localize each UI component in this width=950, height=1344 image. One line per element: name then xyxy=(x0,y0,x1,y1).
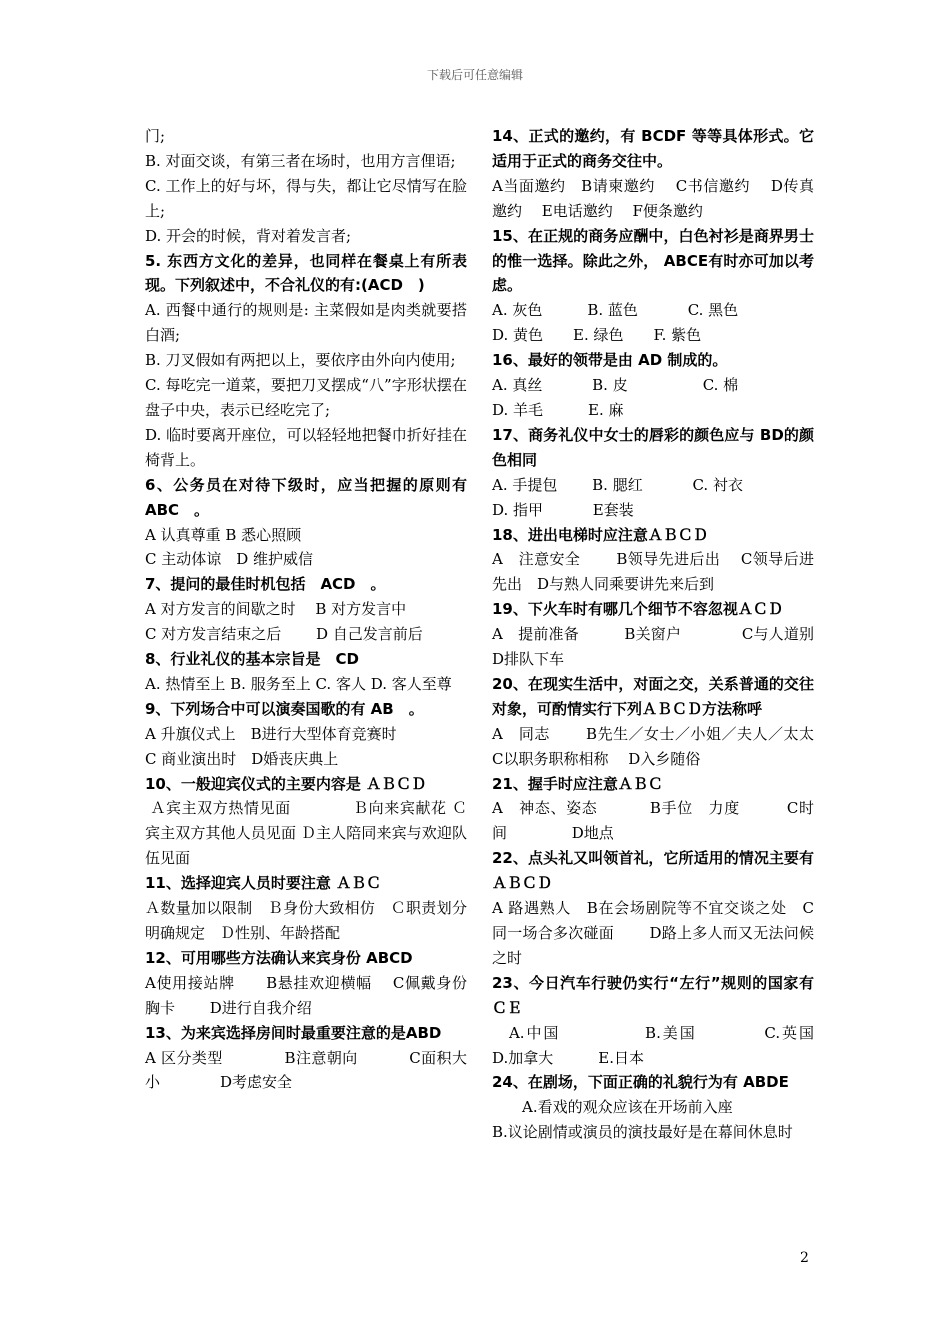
question-text: 18、进出电梯时应注意ＡＢＣＤ xyxy=(492,525,708,544)
option-text: D. 开会的时候，背对着发言者; xyxy=(145,226,352,245)
option-text: C. 每吃完一道菜，要把刀叉摆成“八”字形状摆在盘子中央，表示已经吃完了; xyxy=(145,376,467,419)
question-text: 10、一般迎宾仪式的主要内容是 ＡＢＣＤ xyxy=(145,774,427,793)
option-text: A 区分类型 B注意朝向 C面积大小 D考虑安全 xyxy=(145,1048,467,1092)
option-text: A 同志 B先生／女士／小姐／夫人／太太 C以职务职称相称 D入乡随俗 xyxy=(492,724,845,768)
question-text: 21、握手时应注意ＡＢＣ xyxy=(492,774,663,793)
option-text: A当面邀约 B请柬邀约 C书信邀约 D传真邀约 E电话邀约 F便条邀约 xyxy=(492,176,814,220)
question-text: 20、在现实生活中，对面之交，关系普通的交往对象，可酌情实行下列ＡＢＣＤ方法称呼 xyxy=(492,674,814,718)
option-text: A. 真丝 B. 皮 C. 棉 xyxy=(492,376,739,395)
left-column xyxy=(145,124,467,1095)
question-text: 9、下列场合中可以演奏国歌的有 AB 。 xyxy=(145,699,424,718)
page-header: 下载后可任意编辑 xyxy=(426,68,523,82)
option-text: A 升旗仪式上 B进行大型体育竞赛时 xyxy=(145,724,397,743)
option-text: A. 西餐中通行的规则是: 主菜假如是肉类就要搭白酒; xyxy=(145,301,467,345)
option-text: A使用接站牌 B悬挂欢迎横幅 C佩戴身份胸卡 D进行自我介绍 xyxy=(145,973,467,1017)
option-text: A.中国 B.美国 C.英国 D.加拿大 E.日本 xyxy=(492,1023,875,1067)
option-text: B.议论剧情或演员的演技最好是在幕间休息时 xyxy=(492,1123,793,1142)
option-text: D. 羊毛 E. 麻 xyxy=(492,400,624,419)
option-text: A. 热情至上 B. 服务至上 C. 客人 D. 客人至尊 xyxy=(145,674,452,693)
option-text: A 路遇熟人 B在会场剧院等不宜交谈之处 C同一场合多次碰面 D路上多人而又无法问候之时 xyxy=(492,899,814,967)
option-text: B. 对面交谈，有第三者在场时，也用方言俚语; xyxy=(145,151,456,170)
option-text: A 注意安全 B领导先进后出 C领导后进先出 D与熟人同乘要讲先来后到 xyxy=(492,550,814,594)
question-text: 8、行业礼仪的基本宗旨是 CD xyxy=(145,650,359,669)
question-text: 15、在正规的商务应酬中，白色衬衫是商界男士的惟一选择。除此之外， ABCE有时亦可加以考虑。 xyxy=(492,226,814,295)
right-column xyxy=(492,124,875,1145)
question-text: 11、选择迎宾人员时要注意 ＡＢＣ xyxy=(145,874,382,893)
question-text: 7、提问的最佳时机包括 ACD 。 xyxy=(145,575,386,594)
option-text: C 对方发言结束之后 D 自己发言前后 xyxy=(145,625,423,644)
option-text: D. 指甲 E套装 xyxy=(492,500,634,519)
question-text: 22、点头礼又叫领首礼，它所适用的情况主要有ＡＢＣＤ xyxy=(492,849,814,893)
question-text: 13、为来宾选择房间时最重要注意的是ABD xyxy=(145,1023,442,1042)
option-text: 门; xyxy=(145,127,166,145)
question-text: 14、正式的邀约，有 BCDF 等等具体形式。它适用于正式的商务交往中。 xyxy=(492,127,814,170)
question-text: 17、商务礼仪中女士的唇彩的颜色应与 BD的颜色相同 xyxy=(492,425,814,469)
option-text: C. 工作上的好与坏，得与失，都让它尽情写在脸上; xyxy=(145,176,467,220)
question-text: 6、公务员在对待下级时，应当把握的原则有 ABC 。 xyxy=(145,475,467,519)
option-text: A 对方发言的间歇之时 B 对方发言中 xyxy=(145,600,407,619)
option-text: A 神态、姿态 B手位 力度 C时间 D地点 xyxy=(492,799,814,843)
option-text: D. 临时要离开座位，可以轻轻地把餐巾折好挂在椅背上。 xyxy=(145,425,467,469)
option-text: A. 手提包 B. 腮红 C. 衬衣 xyxy=(492,475,743,494)
question-text: 19、下火车时有哪几个细节不容忽视ＡＣＤ xyxy=(492,600,783,619)
option-text: A 提前准备 B关窗户 C与人道别 D排队下车 xyxy=(492,625,864,669)
option-text: C 商业演出时 D婚丧庆典上 xyxy=(145,749,339,768)
option-text: Ａ宾主双方热情见面 Ｂ向来宾献花 Ｃ宾主双方其他人员见面 Ｄ主人陪同来宾与欢迎队伍见面 xyxy=(145,799,467,868)
option-text: A. 灰色 B. 蓝色 C. 黑色 xyxy=(492,301,739,320)
question-text: 16、最好的领带是由 AD 制成的。 xyxy=(492,351,728,370)
question-text: 23、今日汽车行驶仍实行“左行”规则的国家有 ＣＥ xyxy=(492,973,814,1017)
option-text: Ａ数量加以限制 Ｂ身份大致相仿 Ｃ职责划分明确规定 Ｄ性别、年龄搭配 xyxy=(145,899,467,942)
question-text: 5. 东西方文化的差异，也同样在餐桌上有所表现。下列叙述中，不合礼仪的有:(ACD ) xyxy=(145,251,467,295)
option-text: A.看戏的观众应该在开场前入座 xyxy=(492,1098,733,1117)
option-text: B. 刀叉假如有两把以上，要依序由外向内使用; xyxy=(145,351,456,370)
page-number: 2 xyxy=(800,1250,809,1266)
option-text: C 主动体谅 D 维护威信 xyxy=(145,550,314,569)
option-text: D. 黄色 E. 绿色 F. 紫色 xyxy=(492,326,702,345)
question-text: 12、可用哪些方法确认来宾身份 ABCD xyxy=(145,948,413,967)
question-text: 24、在剧场，下面正确的礼貌行为有 ABDE xyxy=(492,1073,789,1092)
option-text: A 认真尊重 B 悉心照顾 xyxy=(145,525,302,544)
